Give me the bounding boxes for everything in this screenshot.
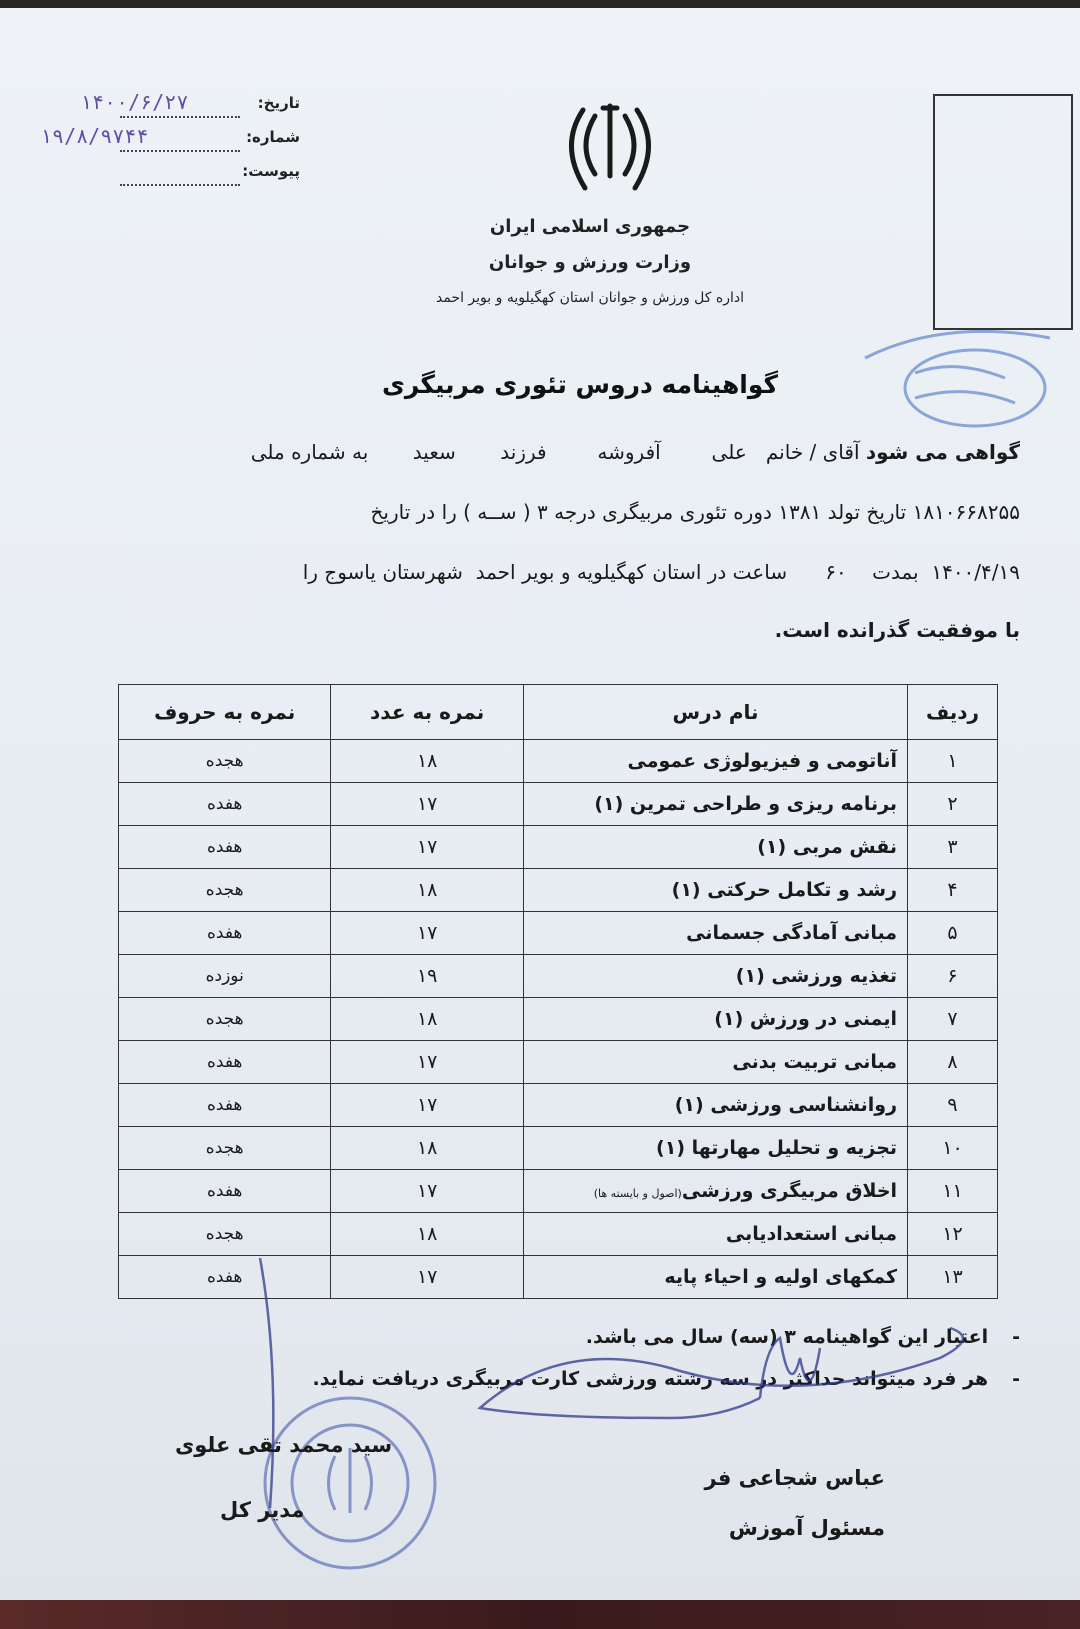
table-row: ۱۳ کمکهای اولیه و احیاء پایه ۱۷ هفده	[119, 1256, 998, 1299]
course-note: (اصول و بایسته ها)	[593, 1187, 682, 1200]
col-header-row-number: ردیف	[908, 685, 998, 740]
note-max-fields: -هر فرد میتواند حداکثر در سه رشته ورزشی کارت مربیگری دریافت نماید.	[312, 1368, 1020, 1390]
photo-stamp	[855, 318, 1055, 428]
col-header-score-words: نمره به حروف	[119, 685, 331, 740]
certify-line-3: ۱۴۰۰/۴/۱۹ بمدت ۶۰ ساعت در استان کهگیلویه و بویر احمد شهرستان یاسوج را	[302, 560, 1020, 584]
certify-lead: گواهی می شود	[865, 440, 1020, 464]
number-row	[40, 124, 300, 158]
table-row: ۴ رشد و تکامل حرکتی (۱) ۱۸ هجده	[119, 869, 998, 912]
document-title: گواهینامه دروس تئوری مربیگری	[381, 370, 779, 399]
table-row: ۳ نقش مربی (۱) ۱۷ هفده	[119, 826, 998, 869]
signature-left-title: مدیر کل	[220, 1498, 305, 1522]
photo-placeholder	[933, 94, 1073, 330]
certificate-paper	[0, 8, 1080, 1620]
certify-line-1	[251, 440, 1020, 464]
col-header-course: نام درس	[523, 685, 907, 740]
table-header-row	[119, 685, 998, 740]
background-surface	[0, 1600, 1080, 1629]
table-row: ۱ آناتومی و فیزیولوژی عمومی ۱۸ هجده	[119, 740, 998, 783]
table-row: ۱۲ مبانی استعدادیابی ۱۸ هجده	[119, 1213, 998, 1256]
header-ministry: وزارت ورزش و جوانان	[488, 252, 692, 273]
certify-line-4: با موفقیت گذرانده است.	[774, 618, 1020, 642]
attachment-row	[40, 158, 300, 192]
date-row	[40, 90, 300, 124]
date-value: ۱۴۰۰/۶/۲۷	[80, 90, 189, 114]
table-row: ۷ ایمنی در ورزش (۱) ۱۸ هجده	[119, 998, 998, 1041]
signature-left-name: سید محمد تقی علوی	[175, 1433, 393, 1457]
header-country: جمهوری اسلامی ایران	[489, 216, 691, 237]
table-row: ۵ مبانی آمادگی جسمانی ۱۷ هفده	[119, 912, 998, 955]
iran-emblem-icon	[555, 96, 665, 206]
table-row: ۶ تغذیه ورزشی (۱) ۱۹ نوزده	[119, 955, 998, 998]
table-row: ۲ برنامه ریزی و طراحی تمرین (۱) ۱۷ هفده	[119, 783, 998, 826]
signature-right-title: مسئول آموزش	[728, 1516, 885, 1540]
header-office: اداره کل ورزش و جوانان استان کهگیلویه و بویر احمد	[435, 290, 744, 306]
signature-strokes	[200, 1248, 980, 1548]
number-value: ۱۹/۸/۹۷۴۴	[40, 124, 149, 148]
table-row: ۱۱ اخلاق مربیگری ورزشی(اصول و بایسته ها) ۱۷ هفده	[119, 1170, 998, 1213]
document-meta	[40, 90, 300, 192]
number-label: شماره:	[246, 128, 300, 146]
table-row: ۱۰ تجزیه و تحلیل مهارتها (۱) ۱۸ هجده	[119, 1127, 998, 1170]
signature-right-name: عباس شجاعی فر	[704, 1466, 885, 1490]
table-row: ۸ مبانی تربیت بدنی ۱۷ هفده	[119, 1041, 998, 1084]
certify-line-2: ۱۸۱۰۶۶۸۲۵۵ تاریخ تولد ۱۳۸۱ دوره تئوری مربیگری درجه ۳ ( ســه ) را در تاریخ	[370, 500, 1020, 524]
attachment-label: پیوست:	[242, 162, 300, 180]
col-header-score: نمره به عدد	[331, 685, 524, 740]
note-validity: -اعتبار این گواهینامه ۳ (سه) سال می باشد.	[585, 1326, 1020, 1348]
certify-line-1-text: آقای / خانم علی آفروشه فرزند سعید به شماره ملی	[250, 440, 860, 464]
table-row: ۹ روانشناسی ورزشی (۱) ۱۷ هفده	[119, 1084, 998, 1127]
grades-table	[118, 684, 998, 1299]
date-label: تاریخ:	[257, 94, 300, 112]
